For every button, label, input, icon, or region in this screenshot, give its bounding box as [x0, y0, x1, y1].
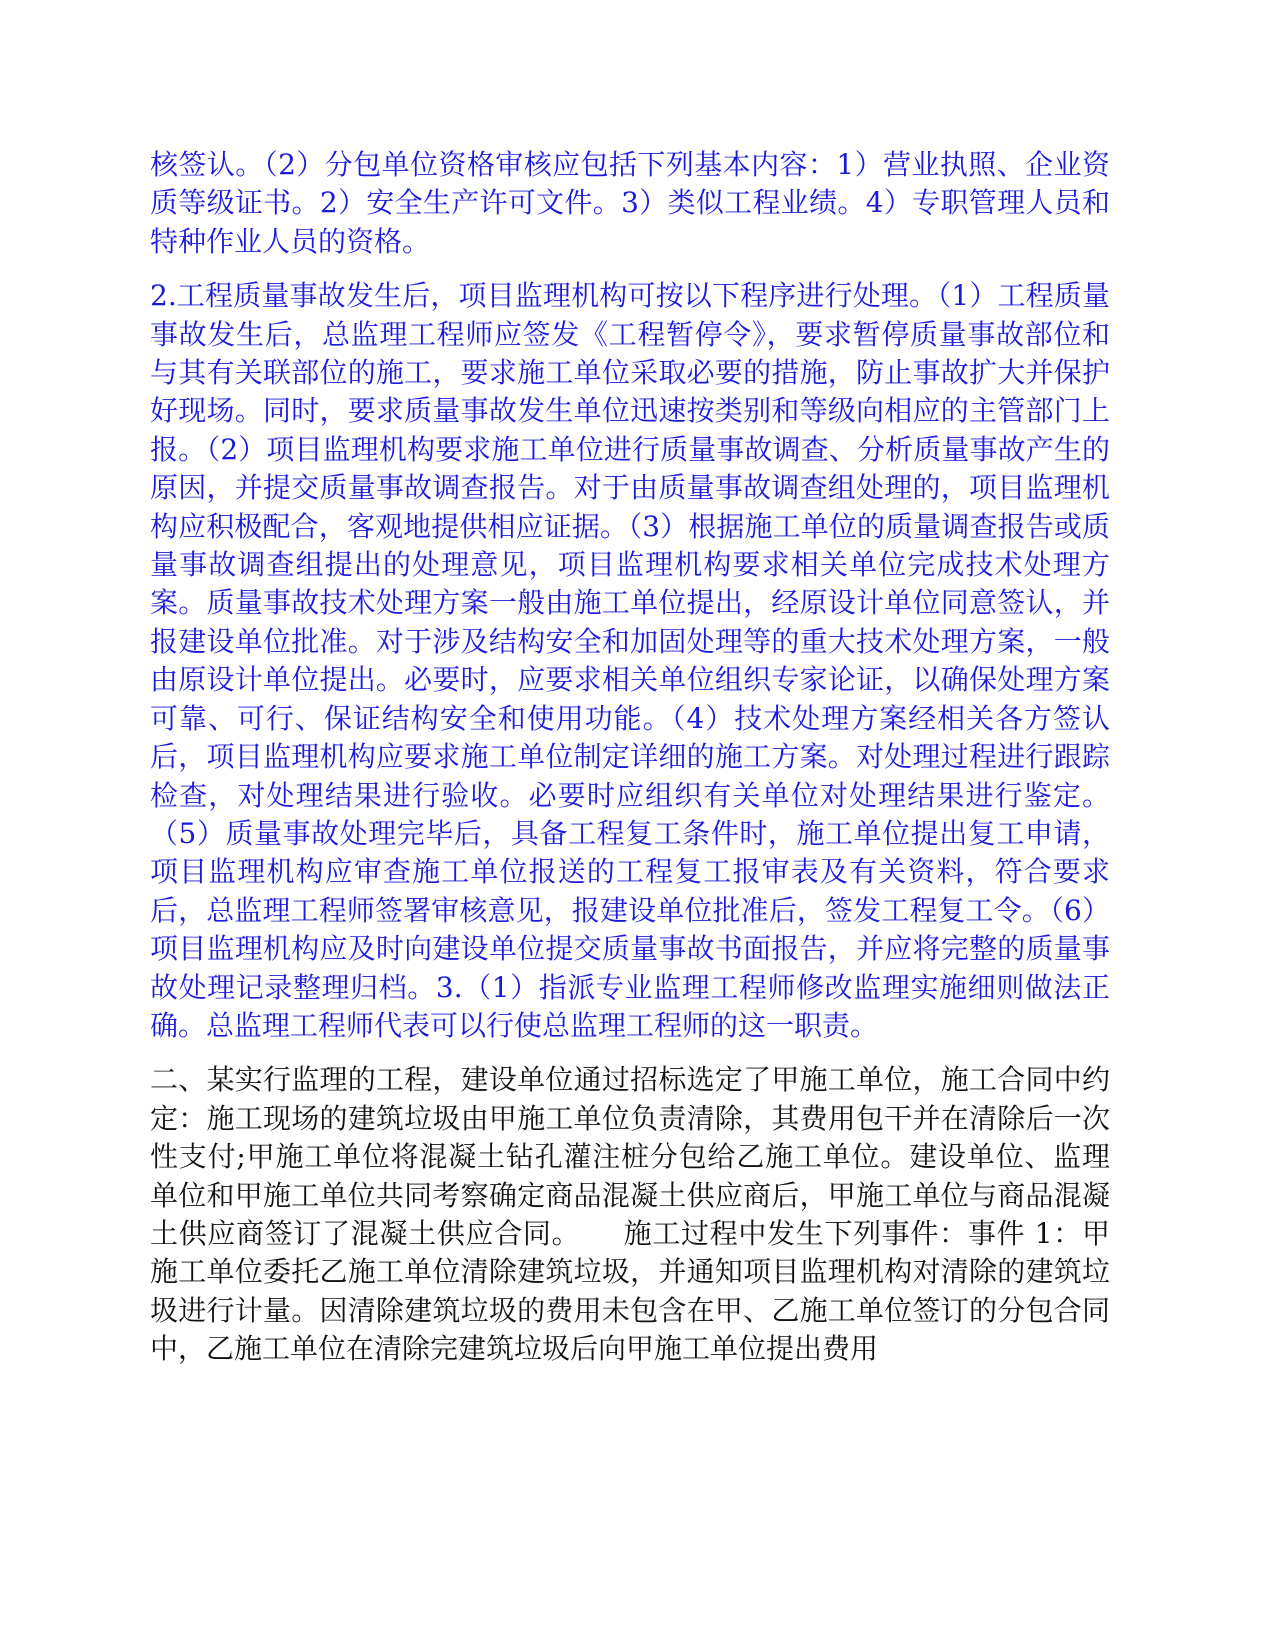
paragraph-answer-2: 2.工程质量事故发生后，项目监理机构可按以下程序进行处理。（1）工程质量事故发生后，总监理工程师应签发《工程暂停令》，要求暂停质量事故部位和与其有关联部位的施工，要求施工单位采取必要的措施，防止事故扩大并保护好现场。同时，要求质量事故发生单位迅速按类别和等级向相应的主管部门上报。（2）项目监理机构要求施工单位进行质量事故调查、分析质量事故产生的原因，并提交质量事故调查报告。对于由质量事故调查组处理的，项目监理机构应积极配合，客观地提供相应证据。（3）根据施工单位的质量调查报告或质量事故调查组提出的处理意见，项目监理机构要求相关单位完成技术处理方案。质量事故技术处理方案一般由施工单位提出，经原设计单位同意签认，并报建设单位批准。对于涉及结构安全和加固处理等的重大技术处理方案，一般由原设计单位提出。必要时，应要求相关单位组织专家论证，以确保处理方案可靠、可行、保证结构安全和使用功能。（4）技术处理方案经相关各方签认后，项目监理机构应要求施工单位制定详细的施工方案。对处理过程进行跟踪检查，对处理结果进行验收。必要时应组织有关单位对处理结果进行鉴定。（5）质量事故处理完毕后，具备工程复工条件时，施工单位提出复工申请，项目监理机构应审查施工单位报送的工程复工报审表及有关资料，符合要求后，总监理工程师签署审核意见，报建设单位批准后，签发工程复工令。（6）项目监理机构应及时向建设单位提交质量事故书面报告，并应将完整的质量事故处理记录整理归档。3.（1）指派专业监理工程师修改监理实施细则做法正确。总监理工程师代表可以行使总监理工程师的这一职责。	[150, 279, 1110, 1042]
paragraph-answer-1-continued: 核签认。（2）分包单位资格审核应包括下列基本内容：1）营业执照、企业资质等级证书。2）安全生产许可文件。3）类似工程业绩。4）专职管理人员和特种作业人员的资格。	[150, 148, 1110, 258]
document-page	[150, 146, 1110, 1385]
paragraph-question-2: 二、某实行监理的工程，建设单位通过招标选定了甲施工单位，施工合同中约定：施工现场的建筑垃圾由甲施工单位负责清除，其费用包干并在清除后一次性支付;甲施工单位将混凝土钻孔灌注桩分包给乙施工单位。建设单位、监理单位和甲施工单位共同考察确定商品混凝土供应商后，甲施工单位与商品混凝土供应商签订了混凝土供应合同。 施工过程中发生下列事件：事件 1：甲施工单位委托乙施工单位清除建筑垃圾，并通知项目监理机构对清除的建筑垃圾进行计量。因清除建筑垃圾的费用未包含在甲、乙施工单位签订的分包合同中，乙施工单位在清除完建筑垃圾后向甲施工单位提出费用	[150, 1063, 1110, 1366]
